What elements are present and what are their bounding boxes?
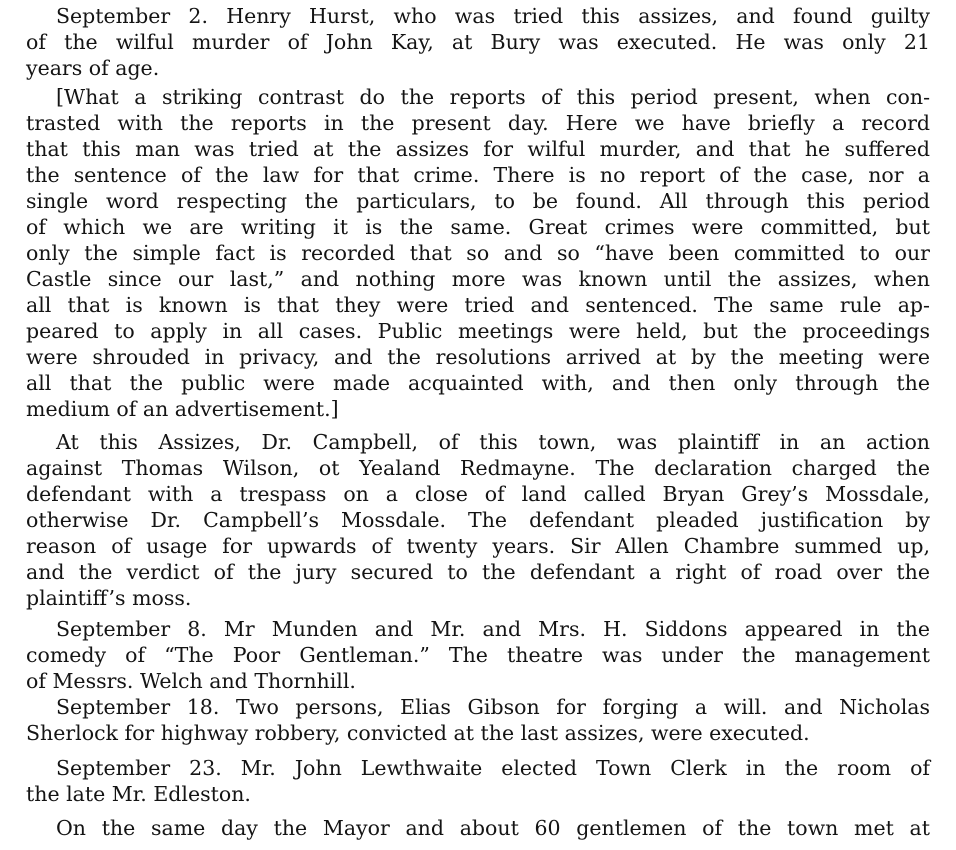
text-line: years of age. — [26, 56, 160, 80]
text-line: the sentence of the law for that crime. There is no report of the case, nor a — [26, 163, 930, 187]
text-line: September 8. Mr Munden and Mr. and Mrs. H. Siddons appeared in the — [56, 617, 930, 641]
text-line: peared to apply in all cases. Public meetings were held, but the proceedings — [26, 319, 930, 343]
paragraph-sep-23 — [26, 755, 930, 807]
text-line: the late Mr. Edleston. — [26, 782, 251, 806]
text-line: trasted with the reports in the present day. Here we have briefly a record — [26, 111, 930, 135]
paragraph-sep-8 — [26, 616, 930, 694]
text-line: of the wilful murder of John Kay, at Bury was executed. He was only 21 — [26, 30, 930, 54]
text-line: September 2. Henry Hurst, who was tried this assizes, and found guilty — [56, 4, 930, 28]
text-line: were shrouded in privacy, and the resolutions arrived at by the meeting were — [26, 345, 930, 369]
paragraph-assizes — [26, 429, 930, 611]
paragraph-commentary — [26, 84, 930, 422]
text-line: reason of usage for upwards of twenty years. Sir Allen Chambre summed up, — [26, 534, 930, 558]
text-line: and the verdict of the jury secured to the defendant a right of road over the — [26, 560, 930, 584]
text-line: plaintiff’s moss. — [26, 586, 192, 610]
text-line: September 18. Two persons, Elias Gibson for forging a will. and Nicholas — [56, 695, 930, 719]
text-line: all that is known is that they were tried and sentenced. The same rule ap- — [26, 293, 930, 317]
text-line: of which we are writing it is the same. Great crimes were committed, but — [26, 215, 930, 239]
text-line: comedy of “The Poor Gentleman.” The theatre was under the management — [26, 643, 930, 667]
text-line: that this man was tried at the assizes for wilful murder, and that he suffered — [26, 137, 930, 161]
text-line: of Messrs. Welch and Thornhill. — [26, 669, 356, 693]
text-line: Castle since our last,” and nothing more was known until the assizes, when — [26, 267, 930, 291]
text-line: single word respecting the particulars, to be found. All through this period — [26, 189, 930, 213]
text-line: [What a striking contrast do the reports of this period present, when con- — [56, 85, 930, 109]
text-line: defendant with a trespass on a close of land called Bryan Grey’s Mossdale, — [26, 482, 930, 506]
text-line: September 23. Mr. John Lewthwaite elected Town Clerk in the room of — [56, 756, 930, 780]
text-line: all that the public were made acquainted with, and then only through the — [26, 371, 930, 395]
paragraph-sep-2 — [26, 3, 930, 81]
paragraph-same-day — [26, 815, 930, 841]
text-line: only the simple fact is recorded that so and so “have been committed to our — [26, 241, 930, 265]
text-line: Sherlock for highway robbery, convicted at the last assizes, were executed. — [26, 721, 810, 745]
text-line: On the same day the Mayor and about 60 gentlemen of the town met at — [56, 816, 930, 840]
text-line: At this Assizes, Dr. Campbell, of this town, was plaintiff in an action — [56, 430, 930, 454]
text-line: medium of an advertisement.] — [26, 397, 339, 421]
text-line: otherwise Dr. Campbell’s Mossdale. The defendant pleaded justification by — [26, 508, 930, 532]
text-line: against Thomas Wilson, ot Yealand Redmayne. The declaration charged the — [26, 456, 930, 480]
paragraph-sep-18 — [26, 694, 930, 746]
